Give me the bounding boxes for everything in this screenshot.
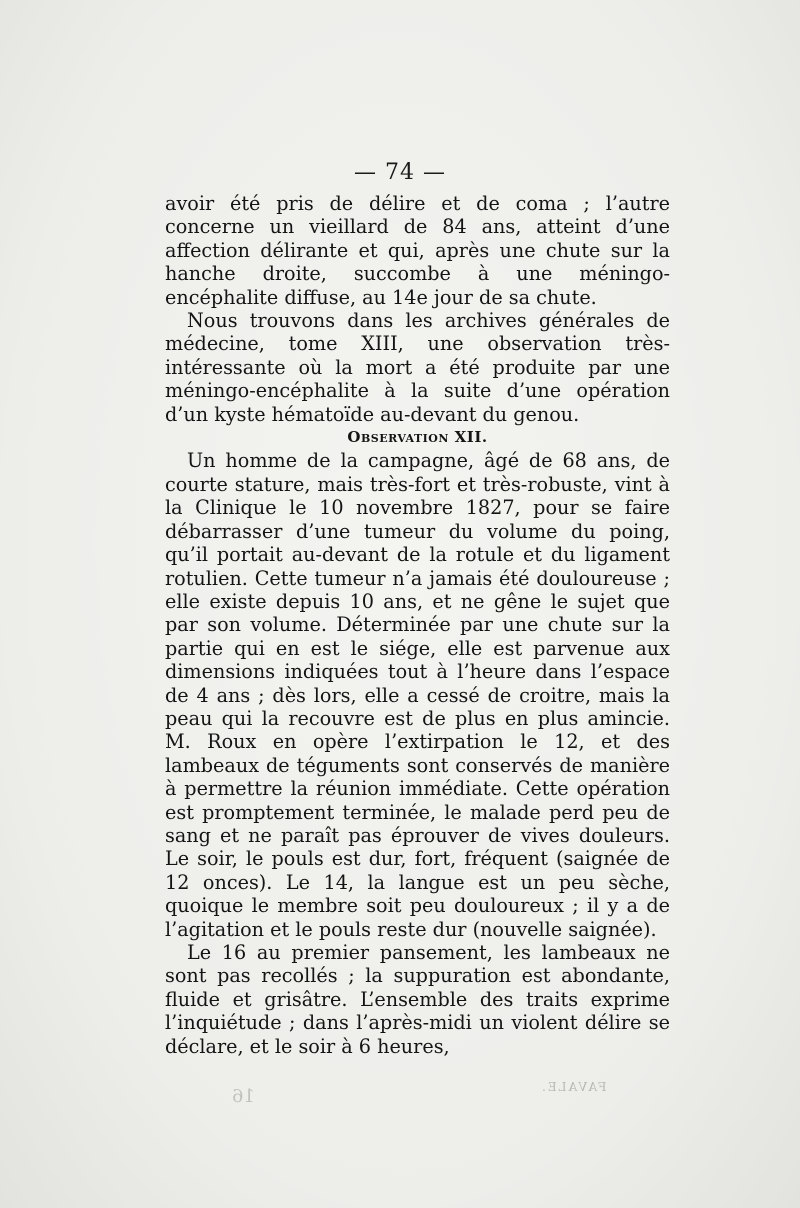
body-text xyxy=(165,192,670,1058)
observation-paragraph: Le 16 au premier pansement, les lambeaux ne sont pas recollés ; la suppuration est abondante, fluide et grisâtre. L’ensemble des traits exprime l’inquiétude ; dans l’après-midi un violent délire se déclare, et le soir à 6 heures, xyxy=(165,941,670,1058)
show-through-text: FAVALE. xyxy=(540,1080,607,1094)
paragraph-archives: Nous trouvons dans les archives générales de médecine, tome XIII, une observation très-intéressante où la mort a été produite par une méningo-encéphalite à la suite d’une opération d’un kyste hématoïde au-devant du genou. xyxy=(165,309,670,426)
show-through-number: 16 xyxy=(232,1086,255,1107)
page-number: — 74 — xyxy=(354,160,446,185)
observation-paragraph: Un homme de la campagne, âgé de 68 ans, de courte stature, mais très-fort et très-robuste, vint à la Clinique le 10 novembre 1827, pour se faire débarrasser d’une tumeur du volume du poing, qu’il portait au-devant de la rotule et du ligament rotulien. Cette tumeur n’a jamais été douloureuse ; elle existe depuis 10 ans, et ne gêne le sujet que par son volume. Déterminée par une chute sur la partie qui en est le siége, elle est parvenue aux dimensions indiquées tout à l’heure dans l’espace de 4 ans ; dès lors, elle a cessé de croitre, mais la peau qui la recouvre est de plus en plus amincie. M. Roux en opère l’extirpation le 12, et des lambeaux de téguments sont conservés de manière à permettre la réunion immédiate. Cette opération est promptement terminée, le malade perd peu de sang et ne paraît pas éprouver de vives douleurs. Le soir, le pouls est dur, fort, fréquent (saignée de 12 onces). Le 14, la langue est un peu sèche, quoique le membre soit peu douloureux ; il y a de l’agitation et le pouls reste dur (nouvelle saignée). xyxy=(165,449,670,941)
paragraph-continuation: avoir été pris de délire et de coma ; l’autre concerne un vieillard de 84 ans, atteint d’une affection délirante et qui, après une chute sur la hanche droite, succombe à une méningo-encéphalite diffuse, au 14e jour de sa chute. xyxy=(165,192,670,309)
observation-heading: Observation XII. xyxy=(347,428,488,447)
